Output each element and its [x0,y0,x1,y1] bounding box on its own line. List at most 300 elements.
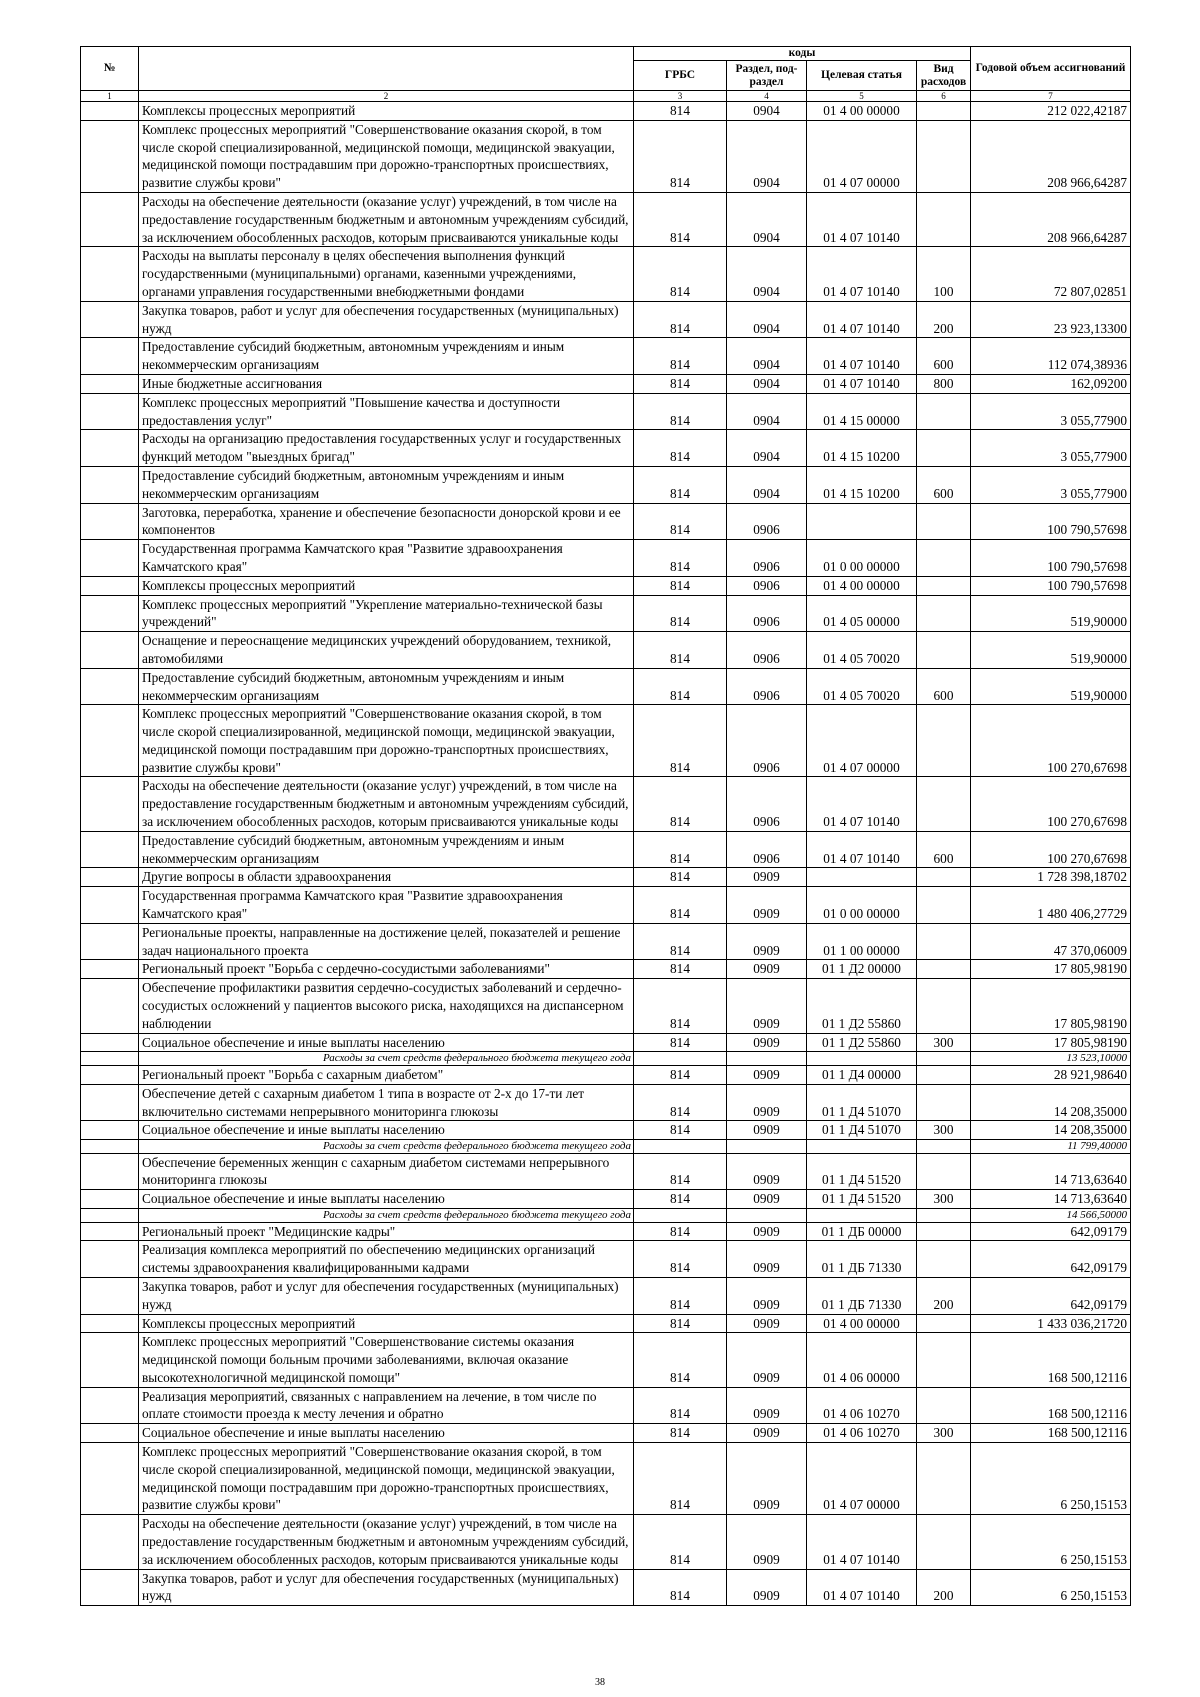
sum-cell: 17 805,98190 [971,960,1131,979]
vid-cell [917,1387,971,1424]
grbs-cell: 814 [634,777,727,831]
tselevaya-cell: 01 4 00 00000 [807,1314,917,1333]
table-row [81,374,1131,393]
sum-cell: 14 713,63640 [971,1190,1131,1209]
header-name [139,47,634,91]
vid-cell [917,1153,971,1190]
num-cell [81,1209,139,1223]
num-cell [81,979,139,1033]
name-cell: Комплексы процессных мероприятий [139,576,634,595]
razdel-cell: 0909 [727,1065,807,1084]
num-cell [81,120,139,192]
name-cell: Расходы на организацию предоставления государственных услуг и государственных функций методом "выездных бригад" [139,430,634,467]
sum-cell: 100 270,67698 [971,777,1131,831]
num-cell [81,338,139,375]
table-row [81,430,1131,467]
name-cell: Расходы за счет средств федерального бюджета текущего года [139,1052,634,1066]
col-num: 7 [971,91,1131,102]
num-cell [81,1190,139,1209]
name-cell: Региональный проект "Борьба с сердечно-сосудистыми заболеваниями" [139,960,634,979]
num-cell [81,466,139,503]
vid-cell [917,192,971,246]
grbs-cell: 814 [634,393,727,430]
federal-funds-row [81,1052,1131,1066]
vid-cell [917,540,971,577]
name-cell: Предоставление субсидий бюджетным, автономным учреждениям и иным некоммерческим организациям [139,668,634,705]
table-row [81,960,1131,979]
razdel-cell: 0909 [727,1333,807,1387]
razdel-cell: 0909 [727,923,807,960]
razdel-cell: 0909 [727,1314,807,1333]
razdel-cell: 0906 [727,831,807,868]
table-row [81,301,1131,338]
sum-cell: 14 208,35000 [971,1084,1131,1121]
tselevaya-cell: 01 4 07 00000 [807,705,917,777]
table-row [81,831,1131,868]
vid-cell: 600 [917,338,971,375]
razdel-cell: 0909 [727,868,807,887]
sum-cell: 72 807,02851 [971,247,1131,301]
tselevaya-cell: 01 4 07 10140 [807,338,917,375]
vid-cell: 600 [917,831,971,868]
table-row [81,1569,1131,1606]
name-cell: Реализация комплекса мероприятий по обеспечению медицинских организаций системы здравоохранения квалифицированными кадрами [139,1241,634,1278]
tselevaya-cell: 01 4 15 10200 [807,466,917,503]
vid-cell: 300 [917,1424,971,1443]
razdel-cell: 0904 [727,192,807,246]
razdel-cell: 0904 [727,393,807,430]
sum-cell: 1 433 036,21720 [971,1314,1131,1333]
sum-cell: 11 799,40000 [971,1140,1131,1154]
col-num: 2 [139,91,634,102]
tselevaya-cell: 01 0 00 00000 [807,887,917,924]
razdel-cell: 0909 [727,887,807,924]
name-cell: Расходы за счет средств федерального бюджета текущего года [139,1209,634,1223]
name-cell: Расходы на выплаты персоналу в целях обеспечения выполнения функций государственными (муниципальными) органами, казенными учреждениями, органами управления государственными внебюджетными фондами [139,247,634,301]
tselevaya-cell: 01 4 05 70020 [807,668,917,705]
table-row [81,1121,1131,1140]
num-cell [81,1333,139,1387]
table-row [81,1277,1131,1314]
page-number: 38 [595,1677,605,1688]
table-row [81,466,1131,503]
tselevaya-cell: 01 1 Д2 00000 [807,960,917,979]
col-num: 1 [81,91,139,102]
tselevaya-cell [807,1140,917,1154]
table-row [81,1222,1131,1241]
num-cell [81,1140,139,1154]
header-tselevaya: Целевая статья [807,61,917,91]
table-row [81,595,1131,632]
name-cell: Комплекс процессных мероприятий "Совершенствование оказания скорой, в том числе скорой специализированной, медицинской помощи, медицинской эвакуации, медицинской помощи пострадавшим при дорожно-транспортных происшествиях, развитие службы крови" [139,120,634,192]
razdel-cell: 0909 [727,960,807,979]
table-row [81,868,1131,887]
vid-cell [917,1065,971,1084]
table-body [81,102,1131,1606]
tselevaya-cell: 01 4 05 00000 [807,595,917,632]
tselevaya-cell: 01 1 Д4 51520 [807,1153,917,1190]
grbs-cell: 814 [634,1569,727,1606]
table-row [81,923,1131,960]
num-cell [81,1515,139,1569]
sum-cell: 3 055,77900 [971,466,1131,503]
sum-cell: 100 790,57698 [971,540,1131,577]
table-row [81,979,1131,1033]
sum-cell: 6 250,15153 [971,1443,1131,1515]
tselevaya-cell: 01 1 Д4 51070 [807,1084,917,1121]
num-cell [81,374,139,393]
header-vid: Вид расходов [917,61,971,91]
vid-cell: 800 [917,374,971,393]
grbs-cell: 814 [634,979,727,1033]
grbs-cell: 814 [634,301,727,338]
name-cell: Социальное обеспечение и иные выплаты населению [139,1121,634,1140]
grbs-cell: 814 [634,1121,727,1140]
razdel-cell: 0904 [727,466,807,503]
num-cell [81,1121,139,1140]
table-header [81,47,1131,102]
vid-cell: 200 [917,301,971,338]
vid-cell [917,595,971,632]
sum-cell: 212 022,42187 [971,102,1131,121]
grbs-cell: 814 [634,338,727,375]
table-row [81,503,1131,540]
num-cell [81,540,139,577]
tselevaya-cell: 01 4 06 10270 [807,1387,917,1424]
sum-cell: 112 074,38936 [971,338,1131,375]
tselevaya-cell: 01 4 07 00000 [807,120,917,192]
vid-cell: 300 [917,1190,971,1209]
vid-cell [917,503,971,540]
name-cell: Социальное обеспечение и иные выплаты населению [139,1424,634,1443]
table-row [81,777,1131,831]
grbs-cell: 814 [634,923,727,960]
num-cell [81,301,139,338]
tselevaya-cell: 01 4 15 00000 [807,393,917,430]
razdel-cell: 0909 [727,1121,807,1140]
num-cell [81,831,139,868]
table-row [81,1424,1131,1443]
tselevaya-cell: 01 0 00 00000 [807,540,917,577]
sum-cell: 13 523,10000 [971,1052,1131,1066]
vid-cell [917,1222,971,1241]
num-cell [81,430,139,467]
tselevaya-cell: 01 1 ДБ 71330 [807,1277,917,1314]
name-cell: Региональный проект "Медицинские кадры" [139,1222,634,1241]
razdel-cell: 0906 [727,503,807,540]
num-cell [81,705,139,777]
num-cell [81,1222,139,1241]
vid-cell [917,393,971,430]
num-cell [81,192,139,246]
num-cell [81,1443,139,1515]
grbs-cell: 814 [634,1153,727,1190]
razdel-cell [727,1052,807,1066]
sum-cell: 100 270,67698 [971,831,1131,868]
name-cell: Государственная программа Камчатского края "Развитие здравоохранения Камчатского края" [139,887,634,924]
razdel-cell: 0909 [727,1424,807,1443]
grbs-cell: 814 [634,1314,727,1333]
sum-cell: 519,90000 [971,595,1131,632]
vid-cell [917,576,971,595]
name-cell: Расходы за счет средств федерального бюджета текущего года [139,1140,634,1154]
federal-funds-row [81,1140,1131,1154]
grbs-cell: 814 [634,1515,727,1569]
grbs-cell: 814 [634,1084,727,1121]
grbs-cell: 814 [634,1033,727,1052]
vid-cell [917,1333,971,1387]
table-row [81,338,1131,375]
num-cell [81,1084,139,1121]
sum-cell: 208 966,64287 [971,192,1131,246]
num-cell [81,576,139,595]
table-row [81,540,1131,577]
razdel-cell: 0906 [727,705,807,777]
razdel-cell: 0906 [727,540,807,577]
razdel-cell: 0904 [727,247,807,301]
num-cell [81,102,139,121]
razdel-cell: 0906 [727,777,807,831]
table-row [81,1387,1131,1424]
col-num: 4 [727,91,807,102]
tselevaya-cell: 01 4 06 00000 [807,1333,917,1387]
tselevaya-cell: 01 1 ДБ 00000 [807,1222,917,1241]
grbs-cell: 814 [634,430,727,467]
grbs-cell: 814 [634,1387,727,1424]
grbs-cell: 814 [634,668,727,705]
vid-cell [917,979,971,1033]
col-num: 5 [807,91,917,102]
name-cell: Иные бюджетные ассигнования [139,374,634,393]
grbs-cell: 814 [634,192,727,246]
table-row [81,1515,1131,1569]
grbs-cell: 814 [634,831,727,868]
sum-cell: 642,09179 [971,1241,1131,1278]
tselevaya-cell: 01 4 07 10140 [807,247,917,301]
name-cell: Предоставление субсидий бюджетным, автономным учреждениям и иным некоммерческим организациям [139,831,634,868]
grbs-cell [634,1140,727,1154]
sum-cell: 47 370,06009 [971,923,1131,960]
header-razdel: Раздел, под-раздел [727,61,807,91]
sum-cell: 6 250,15153 [971,1515,1131,1569]
name-cell: Социальное обеспечение и иные выплаты населению [139,1033,634,1052]
num-cell [81,1387,139,1424]
vid-cell [917,923,971,960]
num-cell [81,1424,139,1443]
sum-cell: 1 480 406,27729 [971,887,1131,924]
name-cell: Государственная программа Камчатского края "Развитие здравоохранения Камчатского края" [139,540,634,577]
razdel-cell: 0909 [727,1515,807,1569]
num-cell [81,247,139,301]
num-cell [81,503,139,540]
razdel-cell: 0904 [727,430,807,467]
table-row [81,632,1131,669]
table-row [81,120,1131,192]
num-cell [81,1065,139,1084]
grbs-cell: 814 [634,887,727,924]
table-row [81,1153,1131,1190]
sum-cell: 168 500,12116 [971,1387,1131,1424]
name-cell: Комплекс процессных мероприятий "Совершенствование оказания скорой, в том числе скорой специализированной, медицинской помощи, медицинской эвакуации, медицинской помощи пострадавшим при дорожно-транспортных происшествиях, развитие службы крови" [139,705,634,777]
vid-cell [917,1052,971,1066]
table-row [81,192,1131,246]
num-cell [81,887,139,924]
num-cell [81,1277,139,1314]
name-cell: Комплекс процессных мероприятий "Укрепление материально-технической базы учреждений" [139,595,634,632]
tselevaya-cell: 01 1 00 00000 [807,923,917,960]
grbs-cell: 814 [634,374,727,393]
sum-cell: 100 790,57698 [971,503,1131,540]
num-cell [81,1153,139,1190]
column-numbers-row [81,91,1131,102]
sum-cell: 208 966,64287 [971,120,1131,192]
table-row [81,1190,1131,1209]
name-cell: Закупка товаров, работ и услуг для обеспечения государственных (муниципальных) нужд [139,1277,634,1314]
grbs-cell: 814 [634,1241,727,1278]
razdel-cell: 0909 [727,1241,807,1278]
tselevaya-cell: 01 4 07 00000 [807,1443,917,1515]
razdel-cell: 0909 [727,1190,807,1209]
header-grbs: ГРБС [634,61,727,91]
sum-cell: 519,90000 [971,632,1131,669]
tselevaya-cell: 01 1 ДБ 71330 [807,1241,917,1278]
tselevaya-cell: 01 4 15 10200 [807,430,917,467]
tselevaya-cell: 01 4 07 10140 [807,1569,917,1606]
vid-cell [917,887,971,924]
header-objem: Годовой объем ассигнований [971,47,1131,91]
name-cell: Комплекс процессных мероприятий "Совершенствование системы оказания медицинской помощи больным прочими заболеваниями, включая оказание высокотехнологичной медицинской помощи" [139,1333,634,1387]
vid-cell: 600 [917,466,971,503]
federal-funds-row [81,1209,1131,1223]
num-cell [81,868,139,887]
vid-cell: 200 [917,1569,971,1606]
razdel-cell: 0906 [727,632,807,669]
tselevaya-cell: 01 1 Д4 51070 [807,1121,917,1140]
grbs-cell: 814 [634,1190,727,1209]
table-row [81,1084,1131,1121]
name-cell: Комплексы процессных мероприятий [139,102,634,121]
vid-cell: 100 [917,247,971,301]
grbs-cell: 814 [634,1277,727,1314]
name-cell: Предоставление субсидий бюджетным, автономным учреждениям и иным некоммерческим организациям [139,338,634,375]
razdel-cell: 0909 [727,1277,807,1314]
sum-cell: 162,09200 [971,374,1131,393]
razdel-cell: 0904 [727,120,807,192]
name-cell: Предоставление субсидий бюджетным, автономным учреждениям и иным некоммерческим организациям [139,466,634,503]
grbs-cell: 814 [634,120,727,192]
razdel-cell: 0904 [727,102,807,121]
razdel-cell: 0906 [727,595,807,632]
razdel-cell: 0909 [727,1033,807,1052]
sum-cell: 100 790,57698 [971,576,1131,595]
vid-cell [917,1241,971,1278]
sum-cell: 14 208,35000 [971,1121,1131,1140]
tselevaya-cell [807,1052,917,1066]
table-row [81,576,1131,595]
header-num: № [81,47,139,91]
sum-cell: 23 923,13300 [971,301,1131,338]
razdel-cell: 0909 [727,1387,807,1424]
budget-table [80,46,1131,1606]
tselevaya-cell: 01 4 06 10270 [807,1424,917,1443]
grbs-cell: 814 [634,960,727,979]
name-cell: Расходы на обеспечение деятельности (оказание услуг) учреждений, в том числе на предоставление государственным бюджетным и автономным учреждениям субсидий, за исключением обособленных расходов, которым присваиваются уникальные коды [139,192,634,246]
name-cell: Другие вопросы в области здравоохранения [139,868,634,887]
razdel-cell [727,1209,807,1223]
razdel-cell: 0909 [727,979,807,1033]
razdel-cell: 0904 [727,301,807,338]
vid-cell [917,1515,971,1569]
tselevaya-cell: 01 4 07 10140 [807,192,917,246]
table-row [81,1033,1131,1052]
vid-cell [917,430,971,467]
grbs-cell [634,1052,727,1066]
vid-cell [917,1314,971,1333]
sum-cell: 3 055,77900 [971,430,1131,467]
tselevaya-cell [807,868,917,887]
name-cell: Социальное обеспечение и иные выплаты населению [139,1190,634,1209]
name-cell: Обеспечение профилактики развития сердечно-сосудистых заболеваний и сердечно-сосудистых осложнений у пациентов высокого риска, находящихся на диспансерном наблюдении [139,979,634,1033]
razdel-cell: 0909 [727,1084,807,1121]
tselevaya-cell: 01 1 Д4 00000 [807,1065,917,1084]
name-cell: Оснащение и переоснащение медицинских учреждений оборудованием, техникой, автомобилями [139,632,634,669]
name-cell: Обеспечение детей с сахарным диабетом 1 типа в возрасте от 2-х до 17-ти лет включительно системами непрерывного мониторинга глюкозы [139,1084,634,1121]
sum-cell: 519,90000 [971,668,1131,705]
grbs-cell: 814 [634,466,727,503]
grbs-cell: 814 [634,503,727,540]
num-cell [81,1033,139,1052]
table-row [81,1443,1131,1515]
razdel-cell: 0909 [727,1443,807,1515]
table-row [81,887,1131,924]
sum-cell: 6 250,15153 [971,1569,1131,1606]
grbs-cell: 814 [634,632,727,669]
sum-cell: 642,09179 [971,1277,1131,1314]
vid-cell [917,868,971,887]
vid-cell [917,632,971,669]
table-row [81,393,1131,430]
name-cell: Закупка товаров, работ и услуг для обеспечения государственных (муниципальных) нужд [139,1569,634,1606]
grbs-cell: 814 [634,705,727,777]
grbs-cell: 814 [634,576,727,595]
tselevaya-cell: 01 4 07 10140 [807,777,917,831]
name-cell: Закупка товаров, работ и услуг для обеспечения государственных (муниципальных) нужд [139,301,634,338]
sum-cell: 14 566,50000 [971,1209,1131,1223]
num-cell [81,1314,139,1333]
sum-cell: 642,09179 [971,1222,1131,1241]
vid-cell: 200 [917,1277,971,1314]
num-cell [81,923,139,960]
num-cell [81,960,139,979]
name-cell: Комплексы процессных мероприятий [139,1314,634,1333]
tselevaya-cell: 01 4 07 10140 [807,831,917,868]
razdel-cell: 0909 [727,1153,807,1190]
grbs-cell: 814 [634,868,727,887]
name-cell: Комплекс процессных мероприятий "Повышение качества и доступности предоставления услуг" [139,393,634,430]
grbs-cell: 814 [634,1333,727,1387]
name-cell: Заготовка, переработка, хранение и обеспечение безопасности донорской крови и ее компонентов [139,503,634,540]
name-cell: Комплекс процессных мероприятий "Совершенствование оказания скорой, в том числе скорой специализированной, медицинской помощи, медицинской эвакуации, медицинской помощи пострадавшим при дорожно-транспортных происшествиях, развитие службы крови" [139,1443,634,1515]
vid-cell [917,1140,971,1154]
sum-cell: 28 921,98640 [971,1065,1131,1084]
razdel-cell [727,1140,807,1154]
vid-cell [917,120,971,192]
razdel-cell: 0904 [727,338,807,375]
tselevaya-cell: 01 4 00 00000 [807,102,917,121]
table-row [81,705,1131,777]
num-cell [81,1052,139,1066]
table-row [81,1241,1131,1278]
